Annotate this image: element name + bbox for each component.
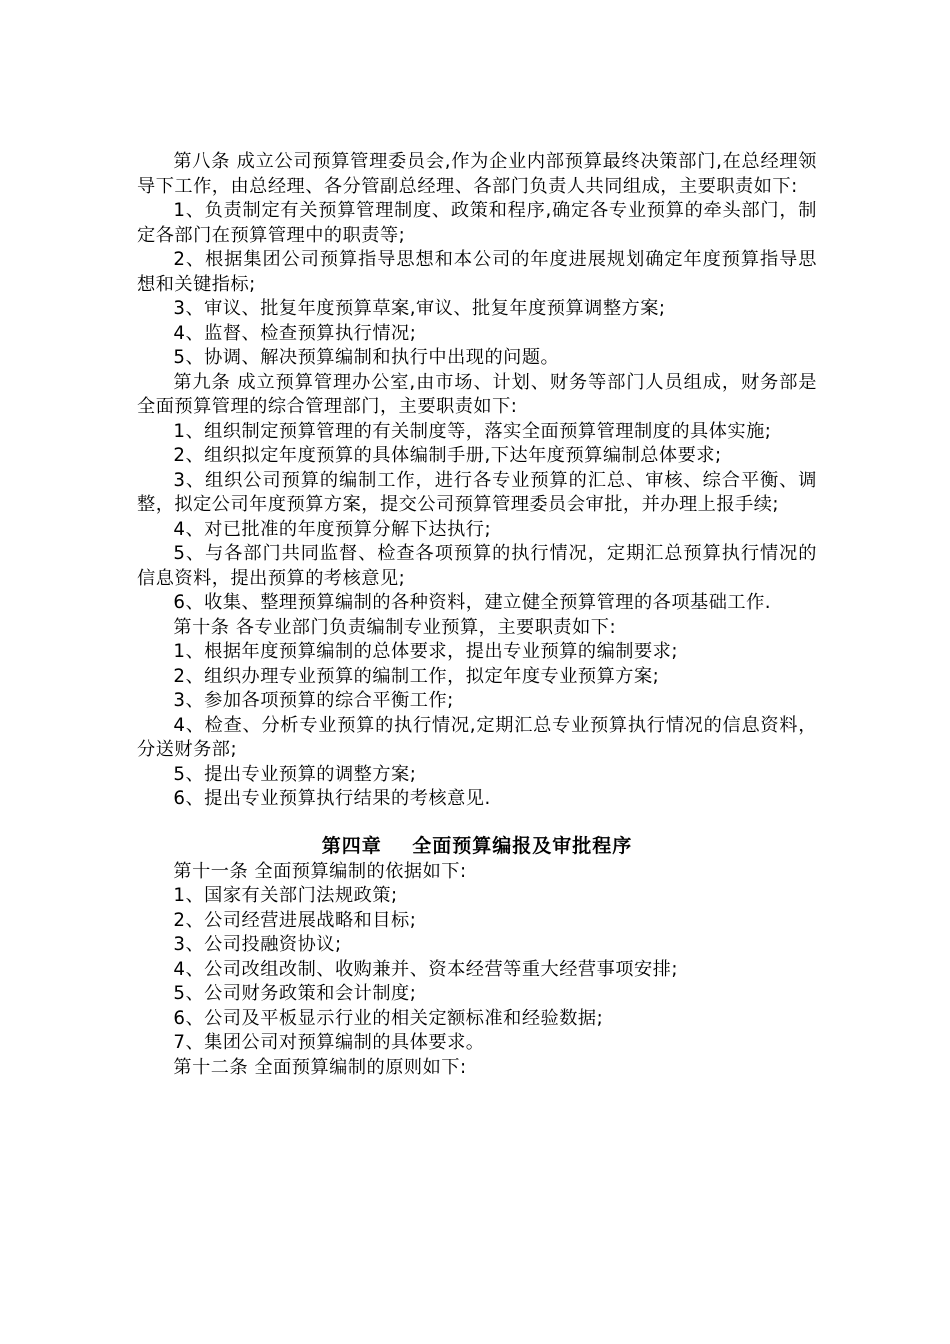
paragraph: 1、组织制定预算管理的有关制度等，落实全面预算管理制度的具体实施;: [173, 420, 772, 442]
paragraph: 第十一条 全面预算编制的依据如下:: [173, 860, 467, 882]
paragraph: 第九条 成立预算管理办公室,由市场、计划、财务等部门人员组成，财务部是全面预算管理的综合管理部门，主要职责如下:: [137, 371, 817, 417]
paragraph: 4、监督、检查预算执行情况;: [173, 322, 417, 344]
paragraph: 1、负责制定有关预算管理制度、政策和程序,确定各专业预算的牵头部门，制定各部门在预算管理中的职责等;: [137, 200, 817, 246]
paragraph: 6、提出专业预算执行结果的考核意见.: [173, 788, 491, 809]
paragraph: 2、组织拟定年度预算的具体编制手册,下达年度预算编制总体要求;: [173, 445, 722, 466]
paragraph: 2、组织办理专业预算的编制工作，拟定年度专业预算方案;: [173, 665, 660, 687]
section-articles-11-12: [137, 860, 817, 1081]
paragraph: 5、提出专业预算的调整方案;: [173, 763, 417, 785]
paragraph: 5、公司财务政策和会计制度;: [173, 983, 417, 1004]
chapter-heading: 第四章 全面预算编报及审批程序: [321, 834, 633, 857]
paragraph: 2、根据集团公司预算指导思想和本公司的年度进展规划确定年度预算指导思想和关键指标;: [137, 249, 817, 295]
paragraph: 1、国家有关部门法规政策;: [173, 885, 398, 906]
paragraph: 3、审议、批复年度预算草案,审议、批复年度预算调整方案;: [173, 298, 666, 319]
paragraph: 4、公司改组改制、收购兼并、资本经营等重大经营事项安排;: [173, 958, 678, 980]
paragraph: 3、公司投融资协议;: [173, 934, 342, 955]
document-page: [137, 150, 817, 1080]
paragraph: 第十二条 全面预算编制的原则如下:: [173, 1056, 467, 1078]
paragraph: 第八条 成立公司预算管理委员会,作为企业内部预算最终决策部门,在总经理领导下工作，由总经理、各分管副总经理、各部门负责人共同组成，主要职责如下:: [137, 151, 817, 197]
paragraph: 3、参加各项预算的综合平衡工作;: [173, 690, 454, 711]
section-articles-8-10: [137, 150, 817, 812]
paragraph: 6、收集、整理预算编制的各种资料，建立健全预算管理的各项基础工作.: [173, 592, 772, 613]
paragraph: 5、协调、解决预算编制和执行中出现的问题。: [173, 347, 560, 368]
paragraph: 5、与各部门共同监督、检查各项预算的执行情况，定期汇总预算执行情况的信息资料，提出预算的考核意见;: [137, 543, 817, 589]
paragraph: 3、组织公司预算的编制工作，进行各专业预算的汇总、审核、综合平衡、调整，拟定公司年度预算方案，提交公司预算管理委员会审批，并办理上报手续;: [137, 469, 817, 515]
paragraph: 4、对已批准的年度预算分解下达执行;: [173, 518, 492, 540]
paragraph: 4、检查、分析专业预算的执行情况,定期汇总专业预算执行情况的信息资料，分送财务部;: [137, 714, 817, 760]
paragraph: 7、集团公司对预算编制的具体要求。: [173, 1032, 485, 1053]
paragraph: 6、公司及平板显示行业的相关定额标准和经验数据;: [173, 1007, 604, 1029]
paragraph: 2、公司经营进展战略和目标;: [173, 909, 417, 931]
paragraph: 第十条 各专业部门负责编制专业预算，主要职责如下:: [173, 616, 617, 638]
paragraph: 1、根据年度预算编制的总体要求，提出专业预算的编制要求;: [173, 641, 678, 662]
